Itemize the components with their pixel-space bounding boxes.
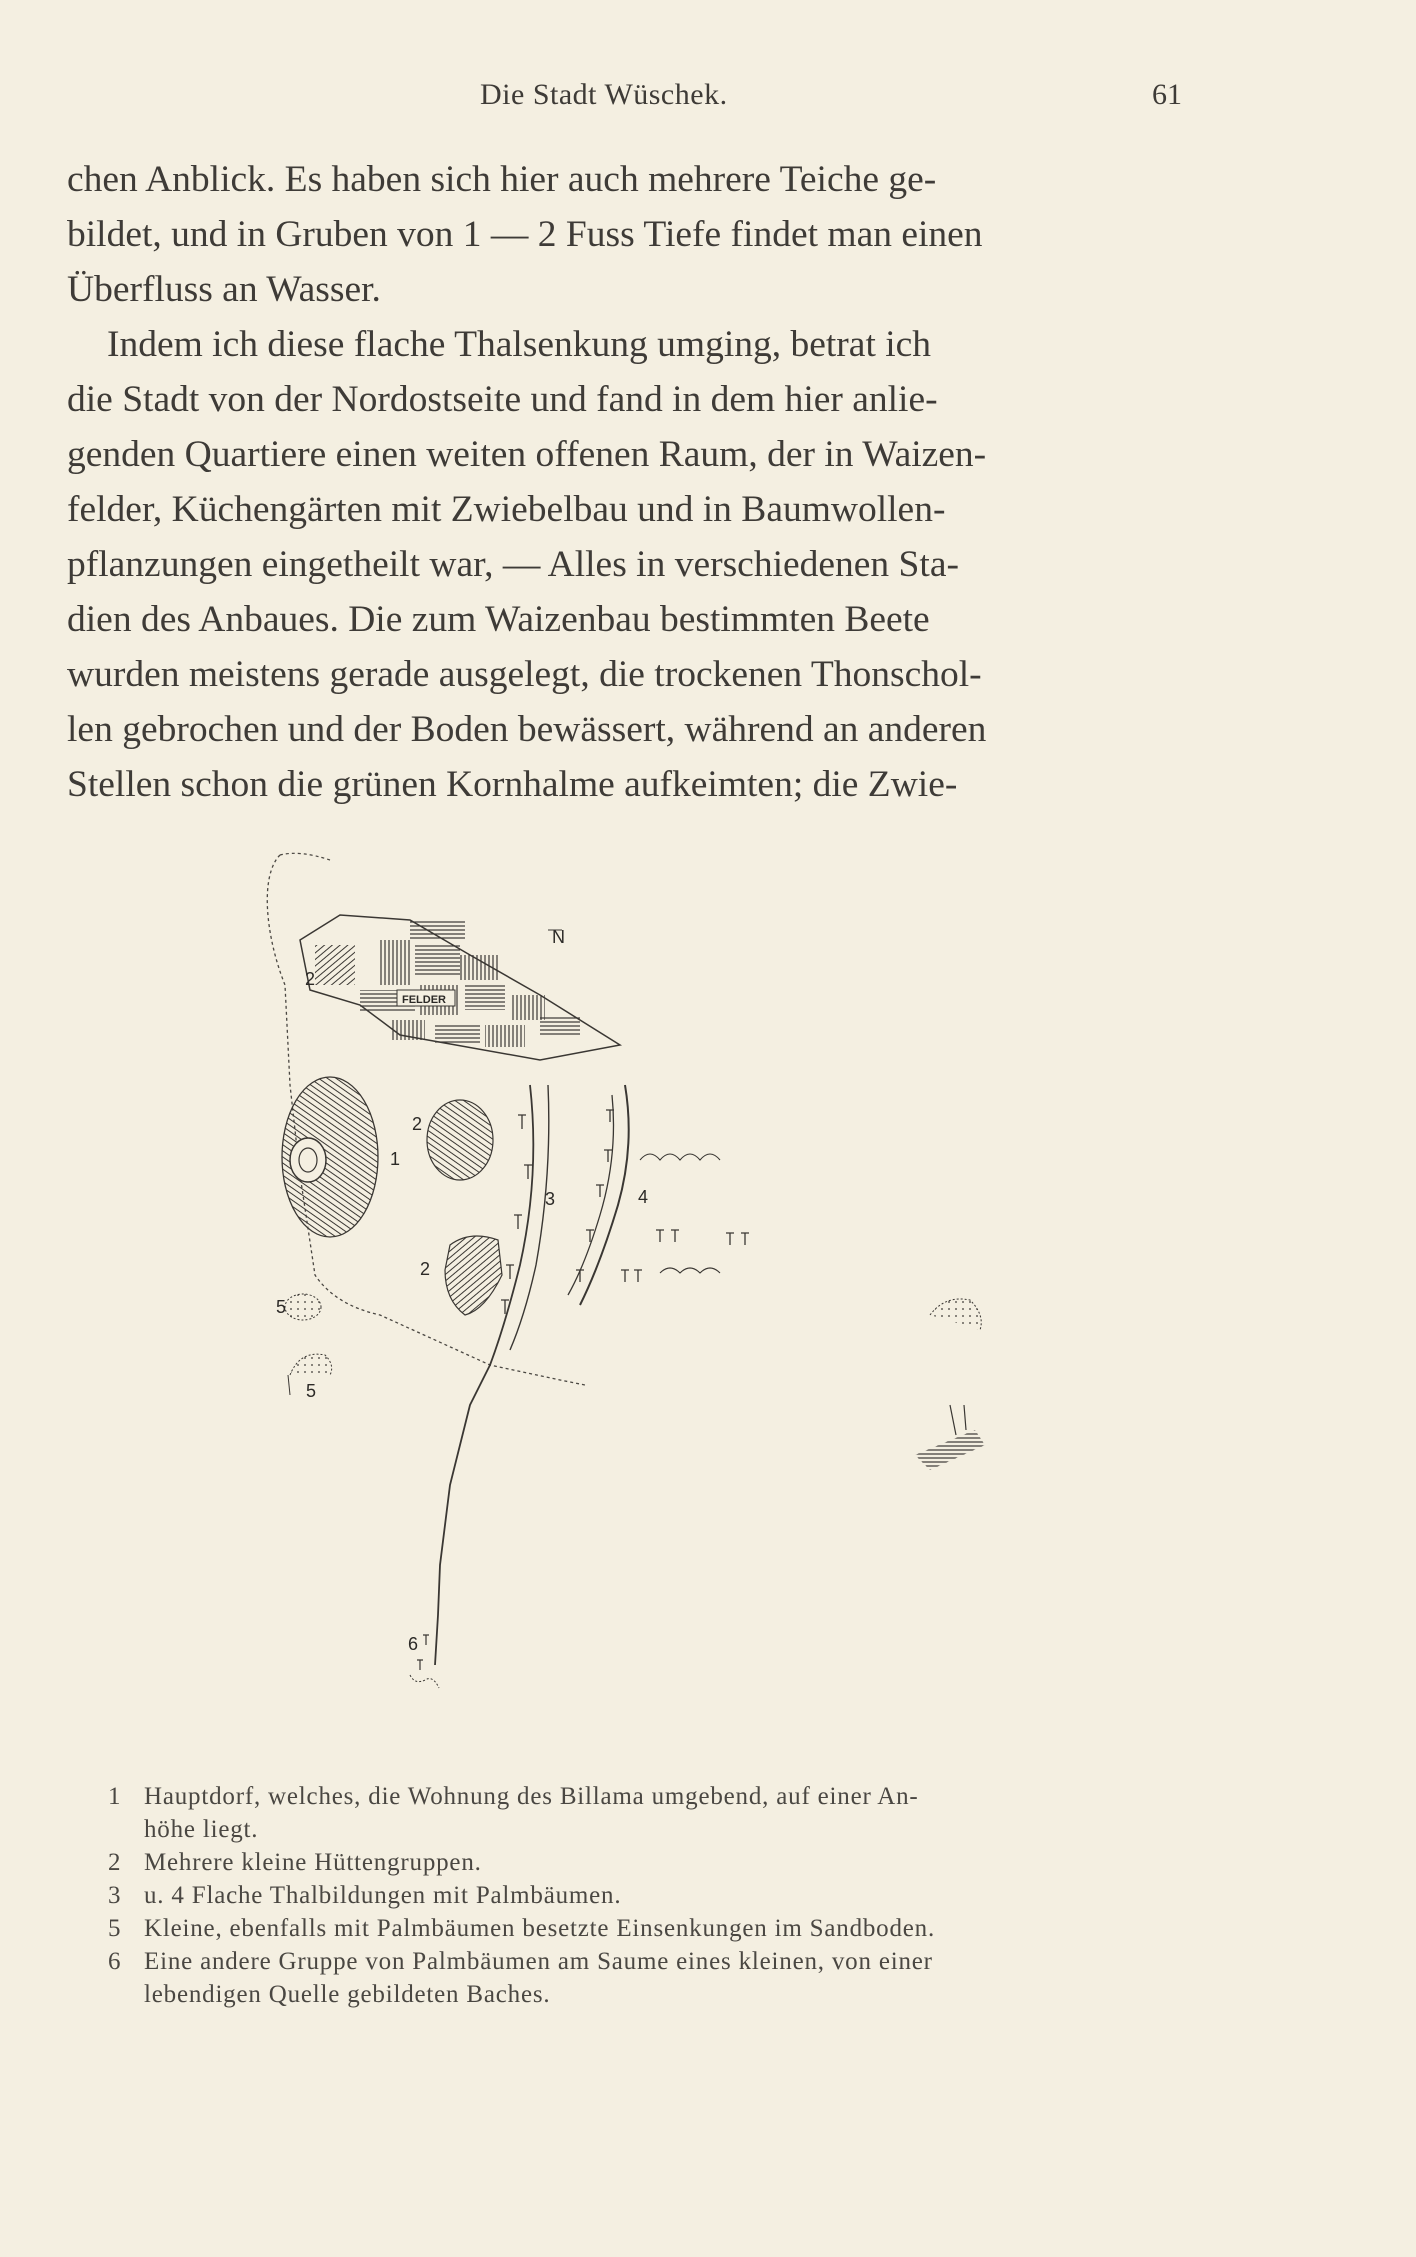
line-text: Stellen schon die grünen Kornhalme aufkeimten; die Zwie- [67, 764, 958, 805]
hut-group-icon [412, 1100, 493, 1180]
legend-text: Hauptdorf, welches, die Wohnung des Billama umgebend, auf einer An- [144, 1783, 919, 1810]
palm-tree-icon [501, 1115, 532, 1314]
label-north: N [552, 927, 565, 947]
legend-item [108, 1879, 1208, 1912]
hut-group-icon [420, 1236, 502, 1315]
text-line [67, 757, 1192, 812]
line-text: bildet, und in Gruben von 1 — 2 Fuss Tiefe findet man einen [67, 214, 983, 255]
label-6: 6 [408, 1634, 419, 1654]
legend-number: 5 [108, 1915, 122, 1942]
label-1: 1 [390, 1149, 401, 1169]
fields-area [300, 915, 620, 1060]
legend-text: u. 4 Flache Thalbildungen mit Palmbäumen. [144, 1882, 622, 1909]
line-text: dien des Anbaues. Die zum Waizenbau bestimmten Beete [67, 599, 930, 640]
north-arrow-icon [548, 927, 565, 947]
label-2-lower: 2 [420, 1259, 431, 1279]
line-text: pflanzungen eingetheilt war, — Alles in verschiedenen Sta- [67, 544, 959, 585]
legend-number: 2 [108, 1849, 122, 1876]
main-village [282, 1077, 400, 1237]
figure-legend [108, 1780, 1208, 2011]
text-line [67, 647, 1192, 702]
legend-number: 6 [108, 1948, 122, 1975]
hollow-5-left [276, 1294, 321, 1320]
text-line [67, 537, 1192, 592]
text-line [67, 372, 1192, 427]
legend-item [108, 1846, 1208, 1879]
text-line [67, 152, 1192, 207]
line-text: len gebrochen und der Boden bewässert, während an anderen [67, 709, 987, 750]
legend-item [108, 1912, 1208, 1945]
legend-text-cont: lebendigen Quelle gebildeten Baches. [144, 1981, 551, 2008]
palm-grove-lower-right [915, 1405, 985, 1470]
line-text: genden Quartiere einen weiten offenen Raum, der in Waizen- [67, 434, 987, 475]
text-line [67, 427, 1192, 482]
body-text [67, 152, 1192, 812]
label-5-lower: 5 [306, 1381, 317, 1401]
text-line [67, 262, 1192, 317]
line-text: chen Anblick. Es haben sich hier auch mehrere Teiche ge- [67, 159, 937, 200]
legend-item [108, 1945, 1208, 2011]
line-text: die Stadt von der Nordostseite und fand in dem hier anlie- [67, 379, 938, 420]
line-text: Überfluss an Wasser. [67, 269, 381, 310]
legend-number: 3 [108, 1882, 122, 1909]
legend-number: 1 [108, 1783, 122, 1810]
valley-4 [568, 1085, 749, 1305]
label-2-top: 2 [305, 969, 316, 989]
legend-text: Mehrere kleine Hüttengruppen. [144, 1849, 482, 1876]
text-line [67, 702, 1192, 757]
legend-text: Eine andere Gruppe von Palmbäumen am Saume eines kleinen, von einer [144, 1948, 933, 1975]
text-line [67, 207, 1192, 262]
label-felder: FELDER [402, 994, 446, 1006]
hollow-right [930, 1299, 981, 1330]
line-text: felder, Küchengärten mit Zwiebelbau und in Baumwollen- [67, 489, 946, 530]
label-3: 3 [545, 1189, 556, 1209]
palm-tree-icon [417, 1635, 429, 1670]
text-line [67, 317, 1192, 372]
line-text: Indem ich diese flache Thalsenkung umging, betrat ich [107, 324, 932, 365]
label-5-left: 5 [276, 1297, 287, 1317]
legend-text: Kleine, ebenfalls mit Palmbäumen besetzte Einsenkungen im Sandboden. [144, 1915, 936, 1942]
running-title: Die Stadt Wüschek. [480, 78, 728, 111]
label-2-middle: 2 [412, 1114, 423, 1134]
hollow-5-lower [288, 1354, 332, 1401]
legend-text-cont: höhe liegt. [144, 1816, 259, 1843]
town-map-figure [240, 845, 1060, 1725]
legend-item [108, 1780, 1208, 1846]
page-number: 61 [1152, 78, 1182, 111]
label-4: 4 [638, 1187, 649, 1207]
text-line [67, 592, 1192, 647]
text-line [67, 482, 1192, 537]
line-text: wurden meistens gerade ausgelegt, die trockenen Thonschol- [67, 654, 982, 695]
